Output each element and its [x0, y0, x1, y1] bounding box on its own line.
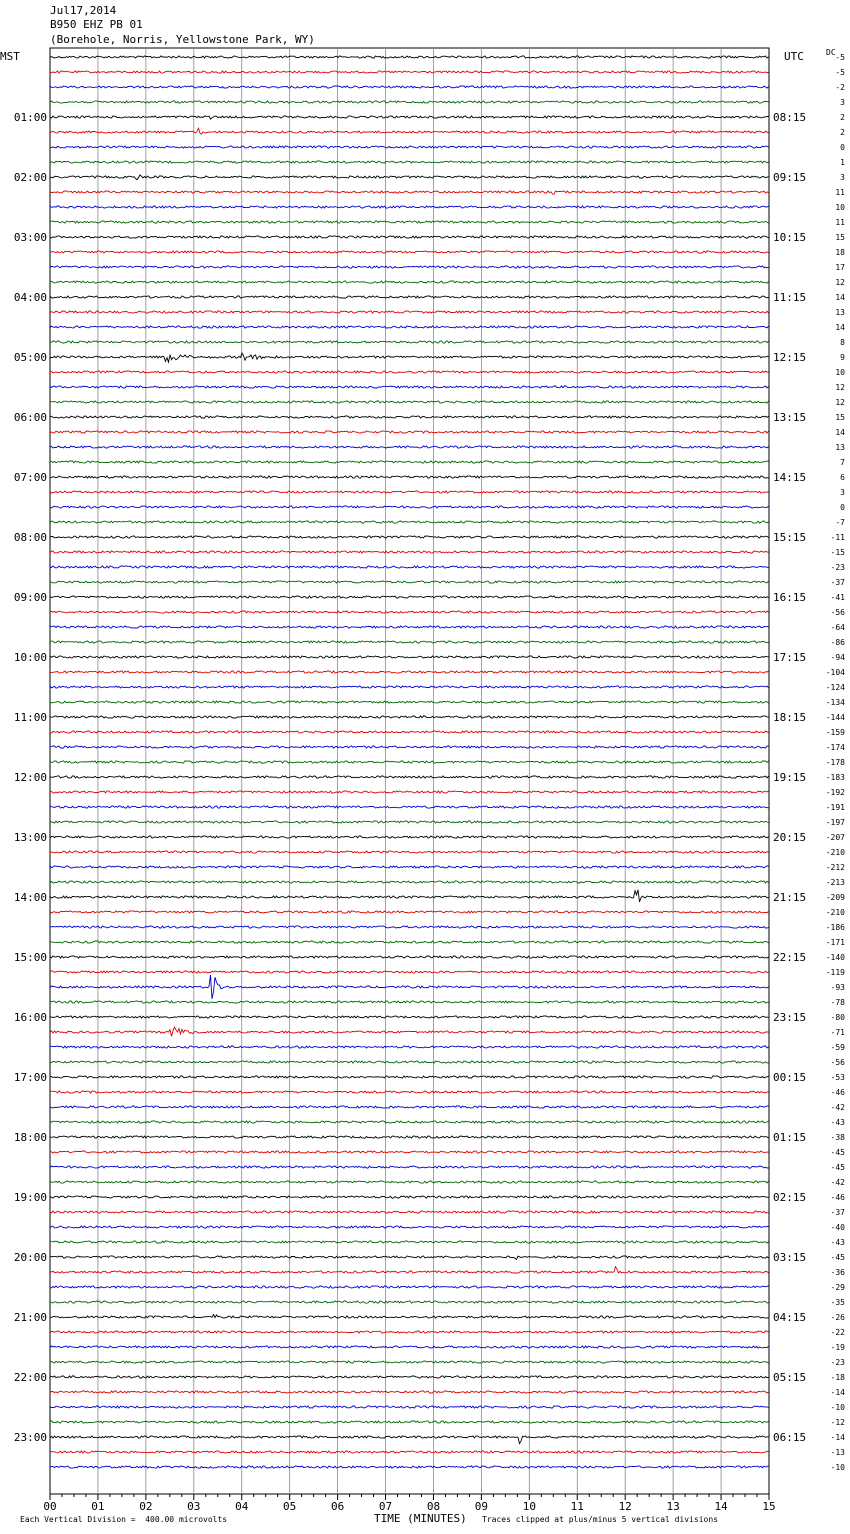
dc-offset-label: 6	[840, 473, 845, 482]
left-hour-label: 11:00	[13, 711, 47, 724]
right-hour-label: 20:15	[773, 831, 807, 844]
seismic-trace	[50, 56, 769, 58]
right-hour-label: 00:15	[773, 1071, 807, 1084]
seismic-trace	[50, 746, 769, 748]
dc-offset-label: 11	[835, 188, 845, 197]
left-hour-label: 22:00	[13, 1371, 47, 1384]
seismic-trace	[50, 71, 769, 73]
seismic-trace	[50, 941, 769, 943]
left-hour-label: 19:00	[13, 1191, 47, 1204]
left-hour-label: 03:00	[13, 231, 47, 244]
clip-note: Traces clipped at plus/minus 5 vertical divisions	[482, 1515, 719, 1524]
seismic-trace	[50, 1267, 769, 1273]
dc-offset-label: -38	[830, 1133, 845, 1142]
dc-offset-label: -59	[830, 1043, 845, 1052]
dc-offset-label: 0	[840, 143, 845, 152]
seismic-trace	[50, 206, 769, 208]
seismic-trace	[50, 971, 769, 973]
dc-offset-label: -41	[830, 593, 845, 602]
right-hour-label: 11:15	[773, 291, 807, 304]
seismic-trace	[50, 221, 769, 223]
dc-offset-label: 18	[835, 248, 845, 257]
dc-offset-label: -43	[830, 1238, 845, 1247]
x-tick-label: 10	[522, 1500, 536, 1513]
dc-offset-label: 8	[840, 338, 845, 347]
dc-offset-label: -13	[830, 1448, 845, 1457]
seismic-trace	[50, 566, 769, 568]
x-tick-label: 15	[762, 1500, 776, 1513]
dc-offset-label: 14	[835, 428, 845, 437]
seismic-trace	[50, 161, 769, 163]
right-hour-label: 17:15	[773, 651, 807, 664]
left-hour-label: 07:00	[13, 471, 47, 484]
seismic-trace	[50, 761, 769, 763]
seismic-trace	[50, 1376, 769, 1378]
dc-offset-label: -5	[835, 53, 845, 62]
seismic-trace	[50, 416, 769, 418]
right-hour-label: 16:15	[773, 591, 807, 604]
plot-date: Jul17,2014	[50, 4, 117, 17]
dc-offset-label: 3	[840, 173, 845, 182]
seismic-trace	[50, 866, 769, 868]
right-hour-label: 21:15	[773, 891, 807, 904]
dc-offset-label: 15	[835, 413, 845, 422]
dc-offset-label: -104	[825, 668, 845, 677]
seismic-trace	[50, 1181, 769, 1183]
dc-offset-label: 7	[840, 458, 845, 467]
seismic-trace	[50, 401, 769, 403]
dc-offset-label: -178	[825, 758, 845, 767]
seismic-trace	[50, 446, 769, 448]
left-hour-label: 09:00	[13, 591, 47, 604]
dc-offset-label: 17	[835, 263, 845, 272]
dc-offset-label: -11	[830, 533, 845, 542]
seismic-trace	[50, 1286, 769, 1288]
x-tick-label: 14	[714, 1500, 728, 1513]
seismic-trace	[50, 128, 769, 134]
right-hour-label: 14:15	[773, 471, 807, 484]
seismic-trace	[50, 806, 769, 808]
seismic-trace	[50, 506, 769, 508]
seismic-trace	[50, 491, 769, 493]
x-tick-label: 06	[330, 1500, 345, 1513]
right-hour-label: 19:15	[773, 771, 807, 784]
seismic-trace	[50, 1391, 769, 1393]
dc-offset-label: 9	[840, 353, 845, 362]
left-hour-label: 17:00	[13, 1071, 47, 1084]
seismic-trace	[50, 551, 769, 553]
seismic-trace	[50, 236, 769, 238]
dc-offset-label: -53	[830, 1073, 845, 1082]
dc-offset-label: -78	[830, 998, 845, 1007]
dc-offset-label: -42	[830, 1103, 845, 1112]
x-tick-label: 01	[91, 1500, 105, 1513]
right-hour-label: 09:15	[773, 171, 807, 184]
dc-offset-label: -183	[825, 773, 845, 782]
left-hour-label: 20:00	[13, 1251, 47, 1264]
right-hour-label: 13:15	[773, 411, 807, 424]
seismic-trace	[50, 1421, 769, 1423]
dc-offset-label: -140	[825, 953, 845, 962]
dc-offset-label: -23	[830, 1358, 845, 1367]
seismic-trace	[50, 1136, 769, 1138]
seismic-trace	[50, 1346, 769, 1348]
seismic-trace	[50, 1016, 769, 1018]
seismic-trace	[50, 881, 769, 883]
seismic-trace	[50, 1451, 769, 1453]
dc-offset-label: 13	[835, 443, 845, 452]
seismic-trace	[50, 1436, 769, 1444]
seismic-trace	[50, 251, 769, 253]
dc-offset-label: 14	[835, 323, 845, 332]
seismic-trace	[50, 1211, 769, 1213]
seismic-trace	[50, 911, 769, 913]
dc-header-label: DC	[826, 48, 836, 57]
seismic-trace	[50, 1106, 769, 1108]
seismic-trace	[50, 1331, 769, 1333]
x-tick-label: 09	[474, 1500, 489, 1513]
dc-offset-label: -7	[835, 518, 845, 527]
seismic-trace	[50, 296, 769, 298]
right-hour-label: 04:15	[773, 1311, 807, 1324]
seismic-trace	[50, 281, 769, 283]
left-hour-label: 06:00	[13, 411, 47, 424]
seismic-trace	[50, 1196, 769, 1198]
left-hour-label: 10:00	[13, 651, 47, 664]
right-hour-label: 10:15	[773, 231, 807, 244]
left-hour-label: 05:00	[13, 351, 47, 364]
dc-offset-label: -46	[830, 1088, 845, 1097]
right-hour-label: 08:15	[773, 111, 807, 124]
seismic-trace	[50, 626, 769, 628]
x-tick-label: 03	[187, 1500, 201, 1513]
x-tick-label: 08	[426, 1500, 441, 1513]
seismic-trace	[50, 776, 769, 778]
dc-offset-label: -43	[830, 1118, 845, 1127]
dc-offset-label: -10	[830, 1463, 845, 1472]
dc-offset-label: -159	[825, 728, 845, 737]
seismic-trace	[50, 975, 769, 999]
left-hour-label: 04:00	[13, 291, 47, 304]
left-hour-label: 01:00	[13, 111, 47, 124]
dc-offset-label: 14	[835, 293, 845, 302]
seismic-trace	[50, 851, 769, 853]
plot-frame	[50, 48, 769, 1494]
station-code: B950 EHZ PB 01	[50, 18, 143, 31]
dc-offset-label: -37	[830, 578, 845, 587]
dc-offset-label: -45	[830, 1148, 845, 1157]
seismic-trace	[50, 386, 769, 388]
dc-offset-label: -36	[830, 1268, 845, 1277]
dc-offset-label: -18	[830, 1373, 845, 1382]
seismic-trace	[50, 326, 769, 328]
dc-offset-label: -46	[830, 1193, 845, 1202]
seismic-trace	[50, 1121, 769, 1123]
dc-offset-label: -174	[825, 743, 845, 752]
x-tick-label: 13	[666, 1500, 680, 1513]
right-hour-label: 23:15	[773, 1011, 807, 1024]
seismic-trace	[50, 1076, 769, 1078]
x-tick-label: 11	[570, 1500, 584, 1513]
dc-offset-label: 3	[840, 488, 845, 497]
x-tick-label: 02	[139, 1500, 153, 1513]
seismic-trace	[50, 836, 769, 838]
dc-offset-label: -29	[830, 1283, 845, 1292]
x-tick-label: 07	[378, 1500, 393, 1513]
dc-offset-label: -64	[830, 623, 845, 632]
dc-offset-label: -186	[825, 923, 845, 932]
dc-offset-label: -134	[825, 698, 845, 707]
right-hour-label: 03:15	[773, 1251, 807, 1264]
dc-offset-label: -212	[825, 863, 845, 872]
dc-offset-label: 0	[840, 503, 845, 512]
x-tick-label: 04	[235, 1500, 249, 1513]
dc-offset-label: -124	[825, 683, 845, 692]
seismic-trace	[50, 890, 769, 902]
seismic-trace	[50, 1001, 769, 1003]
dc-offset-label: -35	[830, 1298, 845, 1307]
left-hour-label: 15:00	[13, 951, 47, 964]
left-hour-label: 18:00	[13, 1131, 47, 1144]
seismic-trace	[50, 1315, 769, 1319]
right-hour-label: 02:15	[773, 1191, 807, 1204]
seismic-trace	[50, 1466, 769, 1468]
seismic-trace	[50, 791, 769, 793]
left-timezone-label: MST	[0, 50, 20, 63]
seismic-trace	[50, 686, 769, 688]
x-tick-label: 00	[43, 1500, 57, 1513]
x-tick-label: 05	[283, 1500, 297, 1513]
left-hour-label: 23:00	[13, 1431, 47, 1444]
seismic-trace	[50, 116, 769, 119]
dc-offset-label: -26	[830, 1313, 845, 1322]
dc-offset-label: -192	[825, 788, 845, 797]
dc-offset-label: 10	[835, 203, 845, 212]
seismic-trace	[50, 101, 769, 103]
seismic-trace	[50, 1061, 769, 1063]
x-tick-label: 12	[618, 1500, 632, 1513]
seismic-trace	[50, 1406, 769, 1408]
seismic-trace	[50, 716, 769, 718]
seismic-trace	[50, 641, 769, 643]
dc-offset-label: -45	[830, 1253, 845, 1262]
dc-offset-label: -210	[825, 908, 845, 917]
dc-offset-label: 2	[840, 128, 845, 137]
seismic-trace	[50, 146, 769, 148]
dc-offset-label: 12	[835, 278, 845, 287]
left-hour-label: 21:00	[13, 1311, 47, 1324]
seismic-trace	[50, 731, 769, 733]
seismic-trace	[50, 1256, 769, 1260]
seismic-trace	[50, 821, 769, 823]
dc-offset-label: -45	[830, 1163, 845, 1172]
dc-offset-label: -86	[830, 638, 845, 647]
dc-offset-label: 12	[835, 398, 845, 407]
dc-offset-label: -2	[835, 83, 845, 92]
left-hour-label: 08:00	[13, 531, 47, 544]
seismic-trace	[50, 701, 769, 703]
right-hour-label: 22:15	[773, 951, 807, 964]
seismic-trace	[50, 1091, 769, 1093]
dc-offset-label: -171	[825, 938, 845, 947]
seismic-trace	[50, 1046, 769, 1048]
dc-offset-label: 11	[835, 218, 845, 227]
dc-offset-label: -15	[830, 548, 845, 557]
left-hour-label: 14:00	[13, 891, 47, 904]
seismic-trace	[50, 266, 769, 268]
seismic-trace	[50, 311, 769, 313]
dc-offset-label: -80	[830, 1013, 845, 1022]
seismic-trace	[50, 611, 769, 613]
right-hour-label: 15:15	[773, 531, 807, 544]
dc-offset-label: 10	[835, 368, 845, 377]
seismic-trace	[50, 671, 769, 673]
dc-offset-label: -22	[830, 1328, 845, 1337]
seismic-trace	[50, 656, 769, 658]
seismic-trace	[50, 191, 769, 194]
dc-offset-label: 12	[835, 383, 845, 392]
dc-offset-label: -14	[830, 1388, 845, 1397]
dc-offset-label: -213	[825, 878, 845, 887]
right-hour-label: 12:15	[773, 351, 807, 364]
right-hour-label: 18:15	[773, 711, 807, 724]
dc-offset-label: 1	[840, 158, 845, 167]
dc-offset-label: -40	[830, 1223, 845, 1232]
seismic-trace	[50, 581, 769, 583]
seismic-trace	[50, 175, 769, 180]
dc-offset-label: -93	[830, 983, 845, 992]
seismic-trace	[50, 476, 769, 478]
seismic-trace	[50, 86, 769, 88]
right-hour-label: 05:15	[773, 1371, 807, 1384]
dc-offset-label: -210	[825, 848, 845, 857]
dc-offset-label: -197	[825, 818, 845, 827]
dc-offset-label: -42	[830, 1178, 845, 1187]
seismic-trace	[50, 461, 769, 463]
left-hour-label: 13:00	[13, 831, 47, 844]
scale-note: Each Vertical Division = 400.00 microvolts	[20, 1515, 228, 1524]
dc-offset-label: -56	[830, 1058, 845, 1067]
dc-offset-label: -10	[830, 1403, 845, 1412]
dc-offset-label: -209	[825, 893, 845, 902]
seismic-trace	[50, 536, 769, 538]
seismic-trace	[50, 1301, 769, 1303]
dc-offset-label: -23	[830, 563, 845, 572]
dc-offset-label: -56	[830, 608, 845, 617]
dc-offset-label: -19	[830, 1343, 845, 1352]
seismic-trace	[50, 521, 769, 523]
dc-offset-label: 15	[835, 233, 845, 242]
seismic-trace	[50, 926, 769, 928]
station-location: (Borehole, Norris, Yellowstone Park, WY)	[50, 33, 315, 46]
seismic-trace	[50, 1027, 769, 1036]
dc-offset-label: -144	[825, 713, 845, 722]
seismic-trace	[50, 1226, 769, 1228]
left-hour-label: 12:00	[13, 771, 47, 784]
dc-offset-label: -94	[830, 653, 845, 662]
dc-offset-label: 13	[835, 308, 845, 317]
seismic-trace	[50, 1361, 769, 1363]
x-axis-title: TIME (MINUTES)	[374, 1512, 467, 1525]
seismic-trace	[50, 371, 769, 373]
dc-offset-label: -207	[825, 833, 845, 842]
dc-offset-label: -5	[835, 68, 845, 77]
dc-offset-label: 2	[840, 113, 845, 122]
dc-offset-label: -119	[825, 968, 845, 977]
seismic-trace	[50, 956, 769, 958]
left-hour-label: 02:00	[13, 171, 47, 184]
dc-offset-label: 3	[840, 98, 845, 107]
right-timezone-label: UTC	[784, 50, 804, 63]
seismic-trace	[50, 431, 769, 433]
right-hour-label: 06:15	[773, 1431, 807, 1444]
dc-offset-label: -191	[825, 803, 845, 812]
seismic-trace	[50, 1166, 769, 1168]
dc-offset-label: -14	[830, 1433, 845, 1442]
right-hour-label: 01:15	[773, 1131, 807, 1144]
dc-offset-label: -37	[830, 1208, 845, 1217]
seismic-trace	[50, 1151, 769, 1153]
dc-offset-label: -12	[830, 1418, 845, 1427]
left-hour-label: 16:00	[13, 1011, 47, 1024]
seismic-trace	[50, 341, 769, 343]
dc-offset-label: -71	[830, 1028, 845, 1037]
seismic-trace	[50, 596, 769, 598]
seismic-trace	[50, 353, 769, 362]
seismic-trace	[50, 1241, 769, 1243]
